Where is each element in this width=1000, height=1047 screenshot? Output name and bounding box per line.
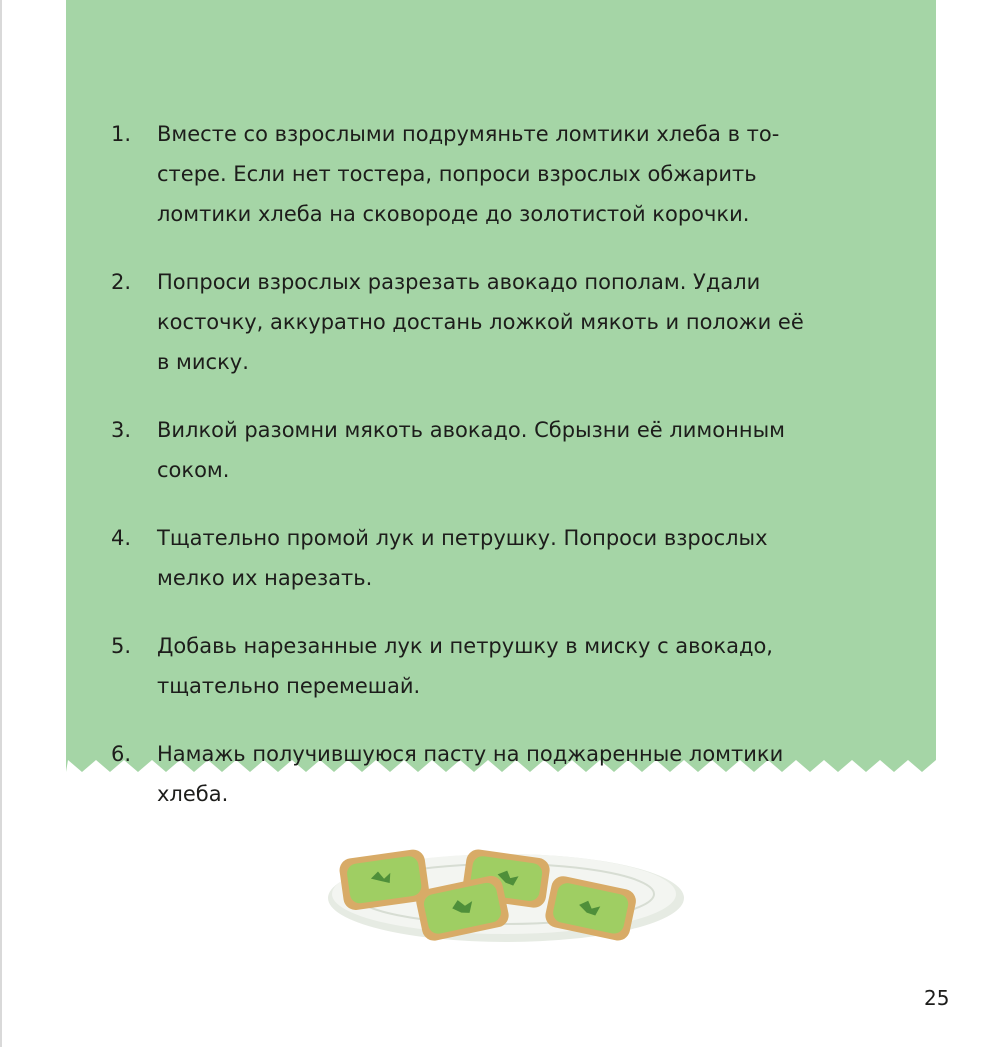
recipe-steps [111, 114, 891, 842]
left-page-rule [0, 0, 2, 1047]
step-5 [111, 626, 891, 706]
page-number: 25 [924, 986, 950, 1010]
step-number: 2. [111, 270, 132, 294]
step-text: Тщательно промой лук и петрушку. Попроси взрослых мелко их нарезать. [157, 526, 768, 590]
step-6 [111, 734, 891, 814]
step-text: Добавь нарезанные лук и петрушку в миску с авокадо, тщательно перемешай. [157, 634, 773, 698]
step-4 [111, 518, 891, 598]
step-1 [111, 114, 891, 234]
step-3 [111, 410, 891, 490]
step-number: 4. [111, 526, 132, 550]
step-text: Намажь получившуюся пасту на поджаренные ломтики хлеба. [157, 742, 784, 806]
step-number: 3. [111, 418, 132, 442]
step-2 [111, 262, 891, 382]
step-number: 1. [111, 122, 132, 146]
step-number: 5. [111, 634, 132, 658]
instructions-panel [66, 0, 936, 806]
step-text: Попроси взрослых разрезать авокадо пополам. Удали косточку, аккуратно достань ложкой мякоть и положи её в миску. [157, 270, 804, 374]
avocado-toast-plate-illustration [316, 840, 696, 960]
step-text: Вместе со взрослыми подрумяньте ломтики хлеба в то- стере. Если нет тостера, попроси взрослых обжарить ломтики хлеба на сковороде до золотистой корочки. [157, 122, 780, 226]
step-text: Вилкой разомни мякоть авокадо. Сбрызни её лимонным соком. [157, 418, 786, 482]
step-number: 6. [111, 742, 132, 766]
